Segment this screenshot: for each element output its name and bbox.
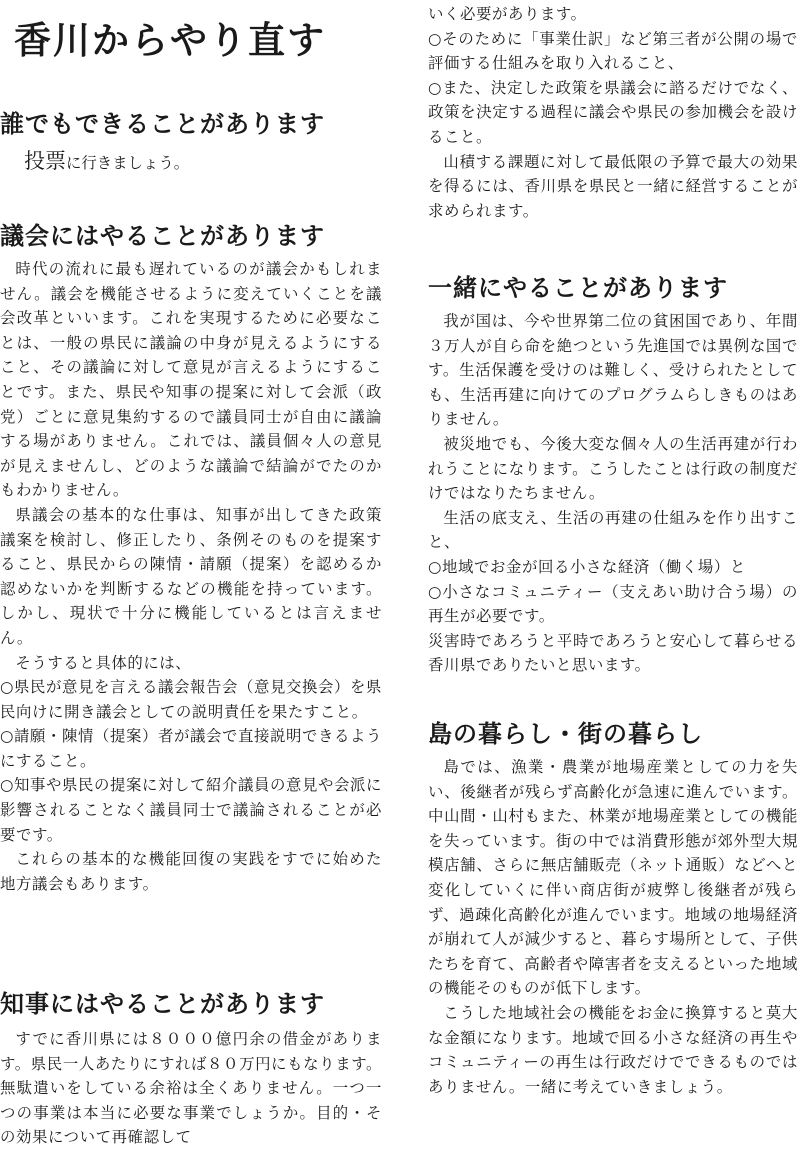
section-governor: [0, 984, 382, 1150]
paragraph: いく必要があります。: [428, 5, 587, 23]
paragraph: すでに香川県には８０００億円余の借金があります。県民一人あたりにすれば８０万円にもなります。無駄遣いをしている余裕は全くありません。一つ一つの事業は本当に必要な事業でしょうか。目的・その効果について再確認して: [0, 1030, 382, 1147]
vote-text: に行きましょう。: [66, 154, 190, 172]
bullet-item: ○地域でお金が回る小さな経済（働く場）と: [428, 557, 746, 576]
paragraph: 島では、漁業・農業が地場産業としての力を失い、後継者が残らず高齢化が急速に進んでいます。中山間・山村もまた、林業が地場産業としての機能を失っています。街の中では消費形態が郊外型大規模店舗、さらに無店舗販売（ネット通販）などへと変化していくに伴い商店街が疲弊し後継者が残らず、過疎化高齢化が進んでいます。地域の地場経済が崩れて人が減少すると、暮らす場所として、子供たちを育て、高齢者や障害者を支えるといった地域の機能そのものが低下します。: [428, 758, 798, 998]
paragraph: こうした地域社会の機能をお金に換算すると莫大な金額になります。地域で回る小さな経済の再生やコミュニティーの再生は行政だけでできるものではありません。一緒に考えていきましょう。: [428, 1003, 798, 1096]
bullet-item: ○県民が意見を言える議会報告会（意見交換会）を県民向けに開き議会としての説明責任を果たすこと。: [0, 678, 382, 721]
section-governor-continued: [428, 2, 798, 223]
paragraph: 被災地でも、今後大変な個々人の生活再建が行われうことになります。こうしたことは行政の制度だけではなりたちません。: [428, 434, 798, 503]
section-heading: 議会にはやることがあります: [0, 222, 325, 250]
section-anyone: [0, 104, 382, 175]
vote-line: [24, 145, 382, 175]
paragraph: 災害時であろうと平時であろうと安心して暮らせる香川県でありたいと思います。: [428, 631, 798, 675]
vote-emphasis: 投票: [24, 149, 66, 173]
paragraph: 生活の底支え、生活の再建の仕組みを作り出すこと、: [428, 508, 798, 552]
paragraph: 時代の流れに最も遅れているのが議会かもしれません。議会を機能させるように変えていくことを議会改革といいます。これを実現するために必要なことは、一般の県民に議論の中身が見えるようにすること、その議論に対して意見が言えるようにすることです。また、県民や知事の提案に対して会派（政党）ごとに意見集約するので議員同士が自由に議論する場がありません。これでは、議員個々人の意見が見えませんし、どのような議論で結論がでたのかもわかりません。: [0, 260, 382, 500]
section-heading: 一緒にやることがあります: [428, 274, 728, 302]
bullet-item: ○請願・陳情（提案）者が議会で直接説明できるようにすること。: [0, 727, 382, 770]
bullet-item: ○また、決定した政策を県議会に諮るだけでなく、政策を決定する過程に議会や県民の参加機会を設けること。: [428, 78, 798, 146]
paragraph: 山積する課題に対して最低限の予算で最大の効果を得るには、香川県を県民と一緒に経営することが求められます。: [428, 152, 798, 220]
section-island-city: [428, 714, 798, 1099]
section-heading: 知事にはやることがあります: [0, 990, 325, 1018]
paragraph: 我が国は、今や世界第二位の貧困国であり、年間３万人が自ら命を絶つという先進国では異例な国です。生活保護を受けのは難しく、受けられたとしても、生活再建に向けてのプログラムらしきものはありません。: [428, 312, 798, 429]
bullet-item: ○そのために「事業仕訳」など第三者が公開の場で評価する仕組みを取り入れること、: [428, 29, 798, 73]
page-title: 香川からやり直す: [14, 19, 326, 62]
bullet-item: ○知事や県民の提案に対して紹介議員の意見や会派に影響されることなく議員同士で議論されることが必要です。: [0, 776, 382, 844]
section-heading: 島の暮らし・街の暮らし: [428, 720, 703, 748]
paragraph: そうすると具体的には、: [15, 653, 192, 672]
section-assembly: [0, 216, 382, 896]
section-together: [428, 268, 798, 678]
section-heading: 誰でもできることがあります: [0, 110, 325, 138]
bullet-item: ○小さなコミュニティー（支えあい助け合う場）の再生が必要です。: [428, 582, 798, 626]
paragraph: これらの基本的な機能回復の実践をすでに始めた地方議会もあります。: [0, 850, 382, 893]
paragraph: 県議会の基本的な仕事は、知事が出してきた政策議案を検討し、修正したり、条例そのものを提案すること、県民からの陳情・請願（提案）を認めるか認めないかを判断するなどの機能を持っています。しかし、現状で十分に機能しているとは言えません。: [0, 505, 382, 647]
